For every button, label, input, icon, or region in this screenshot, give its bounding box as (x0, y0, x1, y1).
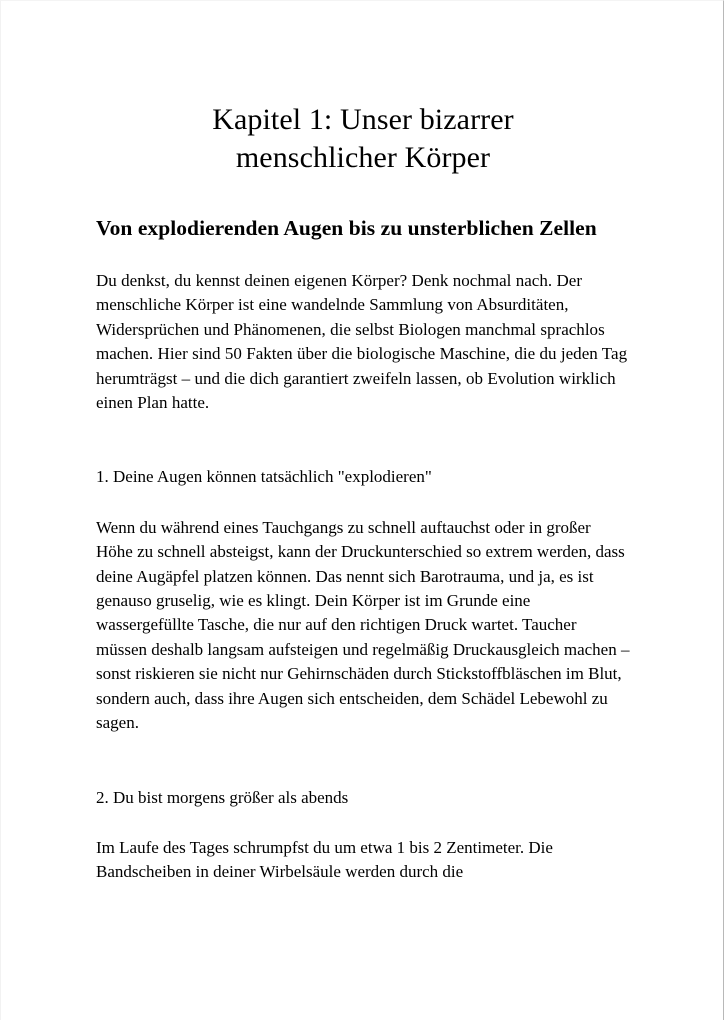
page-title-line-2: menschlicher Körper (235, 141, 491, 174)
fact-heading-2: 2. Du bist morgens größer als abends (96, 787, 349, 807)
page-subtitle: Von explodierenden Augen bis zu unsterblichen Zellen (96, 216, 597, 240)
page-title-line-1: Kapitel 1: Unser bizarrer (212, 103, 514, 136)
intro-paragraph: Du denkst, du kennst deinen eigenen Körper? Denk nochmal nach. Der menschliche Körper ist eine wandelnde Sammlung von Absurditäten, Widersprüchen und Phänomenen, die selbst Biologen manchmal sprachlos machen. Hier sind 50 Fakten über die biologische Maschine, die du jeden Tag herumträgst – und die dich garantiert zweifeln lassen, ob Evolution wirklich einen Plan hatte. (96, 271, 628, 413)
page-title (96, 1, 630, 177)
document-content (96, 1, 630, 885)
fact-body-2: Im Laufe des Tages schrumpfst du um etwa 1 bis 2 Zentimeter. Die Bandscheiben in deiner Wirbelsäule werden durch die (96, 837, 553, 882)
fact-body-1: Wenn du während eines Tauchgangs zu schnell auftauchst oder in großer Höhe zu schnell absteigst, kann der Druckunterschied so extrem werden, dass deine Augäpfel platzen können. Das nennt sich Barotrauma, und ja, es ist genauso gruselig, wie es klingt. Dein Körper ist im Grunde eine wassergefüllte Tasche, die nur auf den richtigen Druck wartet. Taucher müssen deshalb langsam aufsteigen und regelmäßig Druckausgleich machen – sonst riskieren sie nicht nur Gehirnschäden durch Stickstoffbläschen im Blut, sondern auch, dass ihre Augen sich entscheiden, dem Schädel Lebewohl zu sagen. (96, 517, 630, 733)
fact-heading-1: 1. Deine Augen können tatsächlich "explodieren" (96, 467, 432, 487)
